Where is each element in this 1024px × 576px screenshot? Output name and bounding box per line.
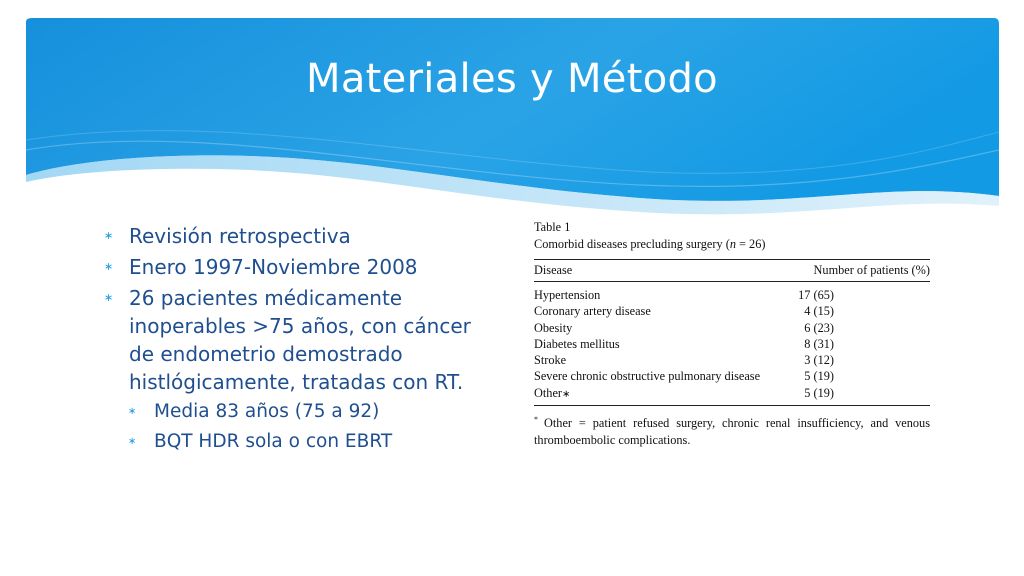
table-bottom-rule xyxy=(534,405,930,406)
table-header xyxy=(534,260,930,281)
bullet-marker-icon: ∗ xyxy=(104,229,114,242)
table-label: Table 1 xyxy=(534,220,571,234)
comorbidity-table xyxy=(534,219,930,449)
slide-title: Materiales y Método xyxy=(306,56,718,102)
column-header-patients: Number of patients (%) xyxy=(813,263,930,277)
sub-bullet-marker-icon: ∗ xyxy=(128,436,137,447)
table-body xyxy=(534,282,930,405)
sub-bullet-text: Media 83 años (75 a 92) xyxy=(154,401,380,422)
footnote-star-icon: ∗ xyxy=(562,388,571,400)
title-banner xyxy=(0,0,1024,240)
bullet-text: Enero 1997-Noviembre 2008 xyxy=(129,255,418,279)
bullet-text: 26 pacientes médicamente inoperables >75 años, con cáncer de endometrio demostrado histlógicamente, tratadas con RT. xyxy=(129,286,471,394)
sub-bullet-text: BQT HDR sola o con EBRT xyxy=(154,431,393,452)
bullet-list xyxy=(104,222,484,456)
table-footnote: * Other = patient refused surgery, chronic renal insufficiency, and venous thromboembolic complications. xyxy=(534,415,930,448)
bullet-item xyxy=(104,253,484,281)
table-row: Obesity 6 (23) xyxy=(534,320,834,335)
table-row: Coronary artery disease 4 (15) xyxy=(534,304,834,319)
sub-bullet-item xyxy=(104,398,484,426)
sub-bullet-item xyxy=(104,428,484,456)
column-header-disease: Disease xyxy=(534,263,573,277)
bullet-marker-icon: ∗ xyxy=(104,291,114,304)
table-row: Stroke 3 (12) xyxy=(534,353,834,368)
table-row: Hypertension 17 (65) xyxy=(534,288,834,302)
table-caption: Comorbid diseases precluding surgery (n = 26) xyxy=(534,237,766,251)
bullet-marker-icon: ∗ xyxy=(104,260,114,273)
table-row: Other∗ 5 (19) xyxy=(534,385,834,400)
table-row: Severe chronic obstructive pulmonary disease 5 (19) xyxy=(534,369,834,384)
bullet-item xyxy=(104,284,484,396)
bullet-text: Revisión retrospectiva xyxy=(129,224,351,248)
banner-shape xyxy=(26,18,999,201)
bullet-item xyxy=(104,222,484,250)
sub-bullet-marker-icon: ∗ xyxy=(128,406,137,417)
table-row: Diabetes mellitus 8 (31) xyxy=(534,336,834,351)
